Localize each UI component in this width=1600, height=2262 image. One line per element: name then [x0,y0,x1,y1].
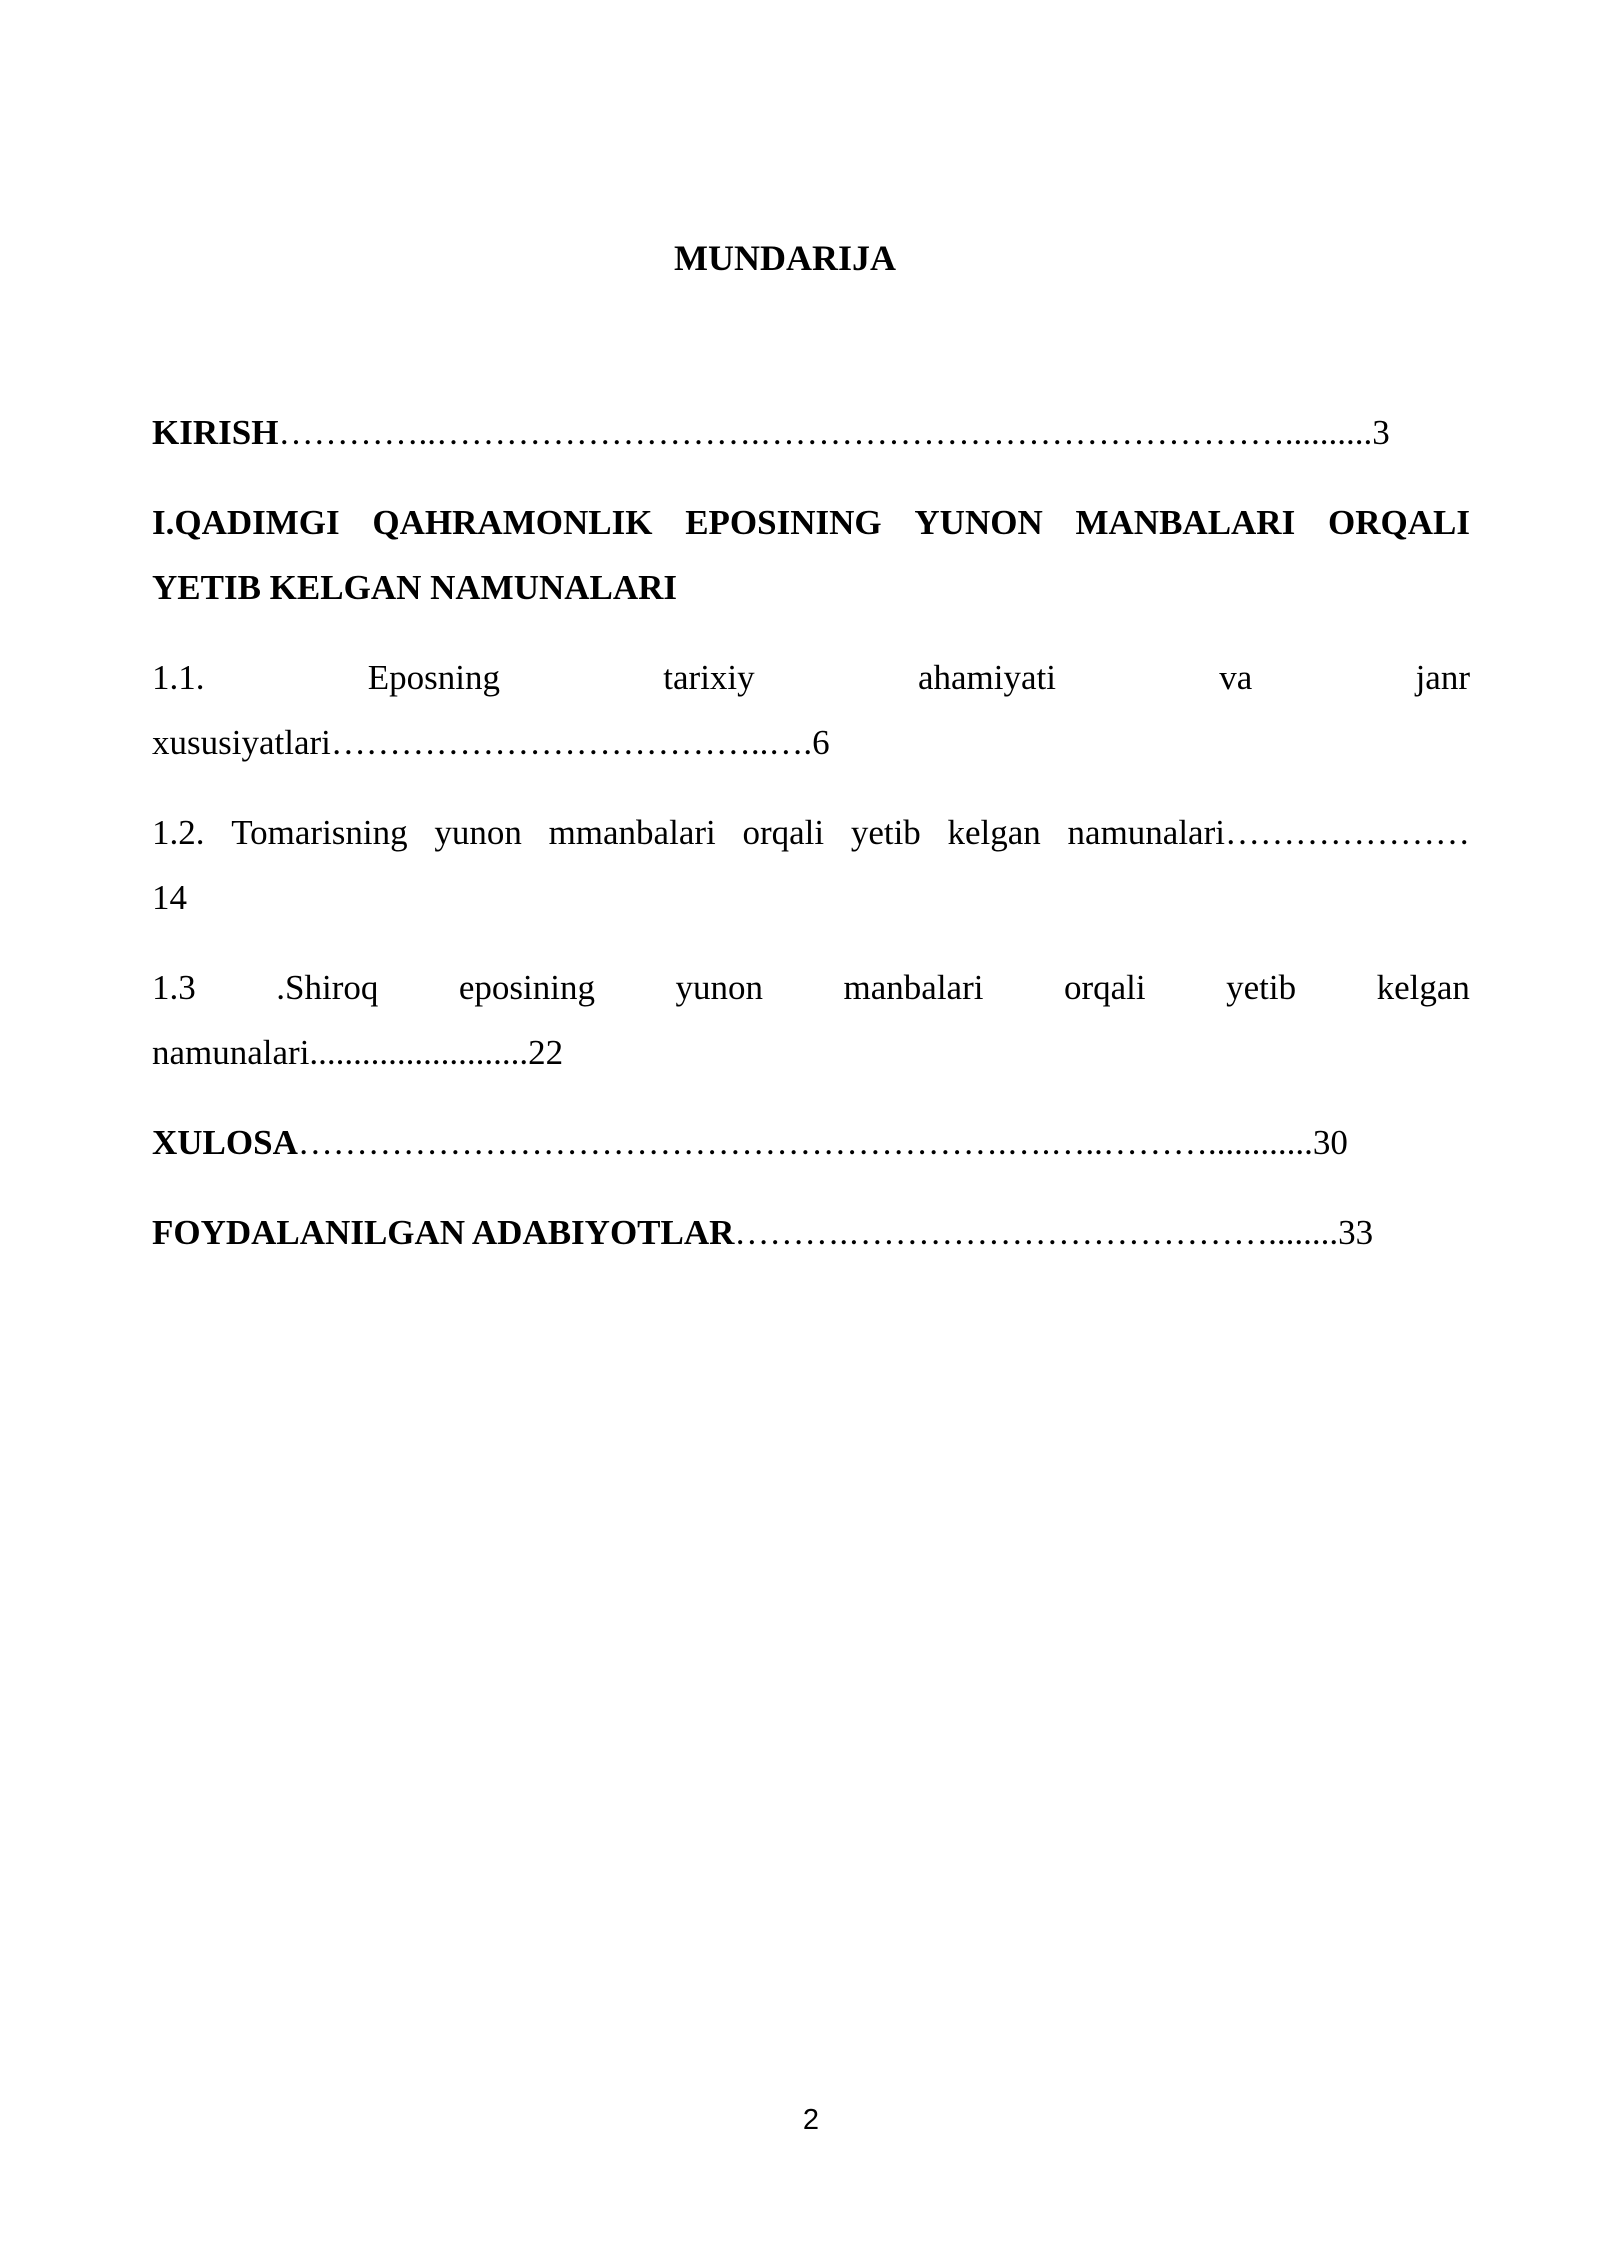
page-number: 2 [802,2104,820,2136]
toc-word: yetib [850,813,921,852]
toc-page-number: 30 [1312,1123,1348,1162]
toc-word: janr [1415,658,1470,697]
toc-word: 1.3 [152,968,196,1007]
toc-entry-xulosa[interactable] [152,1110,1470,1175]
toc-page-number: 14 [152,878,187,917]
toc-word: YUNON [914,503,1043,542]
toc-word: orqali [742,813,825,852]
toc-entry-label: XULOSA [152,1123,298,1162]
toc-section-line-1 [152,800,1470,865]
toc-entry-section-1-3[interactable] [152,955,1470,1085]
toc-chapter-line-1 [152,490,1470,555]
toc-section-line-1 [152,645,1470,710]
toc-word: mmanbalari [548,813,716,852]
toc-entry-foydalanilgan-adabiyotlar[interactable] [152,1200,1470,1265]
toc-word: manbalari [843,968,984,1007]
toc-page-number: 33 [1338,1213,1374,1252]
toc-entry-kirish[interactable] [152,400,1470,465]
toc-word: yunon [434,813,522,852]
toc-entry-label: KIRISH [152,413,279,452]
toc-word: EPOSINING [685,503,882,542]
toc-word: yunon [675,968,764,1007]
table-of-contents [152,400,1470,1265]
toc-leader: …………..……………………….……………………………………….......... [278,413,1373,452]
toc-word: kelgan [947,813,1041,852]
toc-word: va [1219,658,1253,697]
toc-entry-section-1-1[interactable] [152,645,1470,775]
toc-word: 1.1. [152,658,205,697]
toc-word: QAHRAMONLIK [372,503,653,542]
toc-section-line-2: namunalari.........................22 [152,1033,564,1072]
toc-page-number: 3 [1372,413,1390,452]
toc-section-line-1 [152,955,1470,1020]
toc-entry-chapter-1[interactable] [152,490,1470,620]
toc-word: I.QADIMGI [152,503,340,542]
toc-word: MANBALARI [1075,503,1296,542]
toc-leader: …………………………………………………….….…..………............ [297,1123,1313,1162]
page-title: MUNDARIJA [674,238,896,278]
toc-chapter-line-2: YETIB KELGAN NAMUNALARI [152,568,678,607]
toc-word: namunalari………………… [1067,813,1470,852]
toc-word: .Shiroq [276,968,379,1007]
toc-leader: ……….………………………………........ [734,1213,1339,1252]
toc-section-line-2: xususiyatlari………………………………..….6 [152,723,830,762]
toc-word: Eposning [367,658,501,697]
toc-word: ORQALI [1327,503,1470,542]
toc-word: ahamiyati [917,658,1056,697]
toc-entry-label: FOYDALANILGAN ADABIYOTLAR [152,1213,735,1252]
toc-word: yetib [1226,968,1297,1007]
toc-word: kelgan [1376,968,1470,1007]
toc-word: tarixiy [663,658,755,697]
toc-chapter-text [152,490,1470,555]
toc-word: orqali [1063,968,1146,1007]
toc-entry-section-1-2[interactable] [152,800,1470,930]
toc-word: Tomarisning [231,813,408,852]
toc-word: 1.2. [152,813,205,852]
toc-word: eposining [458,968,595,1007]
